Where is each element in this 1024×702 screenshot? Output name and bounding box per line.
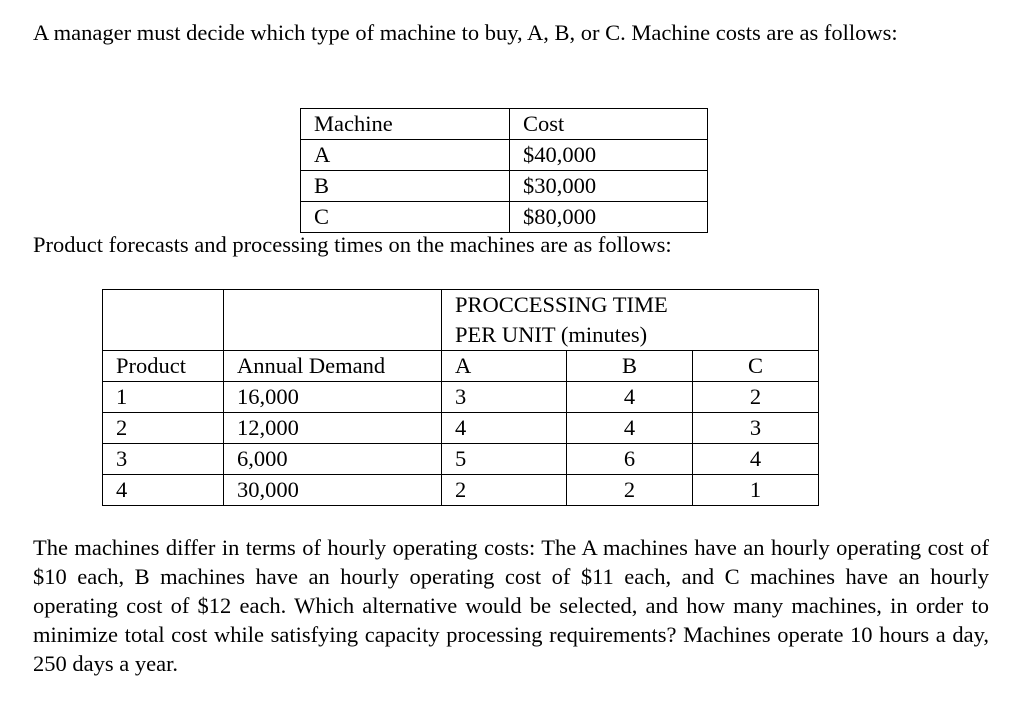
product-cell: 2 <box>103 413 224 444</box>
processing-time-title: PROCCESSING TIME <box>455 292 668 317</box>
machine-cost-table <box>300 108 708 233</box>
product-cell: 3 <box>103 444 224 475</box>
table-row <box>301 140 708 171</box>
time-a-cell: 2 <box>442 475 567 506</box>
cost-cell: $40,000 <box>510 140 708 171</box>
time-a-cell: 4 <box>442 413 567 444</box>
forecast-intro: Product forecasts and processing times on the machines are as follows: <box>33 232 672 257</box>
column-header-a: A <box>442 351 567 382</box>
time-c-cell: 3 <box>693 413 819 444</box>
time-b-cell: 6 <box>567 444 693 475</box>
question-paragraph: The machines differ in terms of hourly operating costs: The A machines have an hourly operating cost of $10 each, B machines have an hourly operating cost of $11 each, and C machines have an hourly operating cost of $12 each. Which alternative would be selected, and how many machines, in order to minimize total cost while satisfying capacity processing requirements? Machines operate 10 hours a day, 250 days a year. <box>33 535 989 676</box>
processing-time-subtitle: PER UNIT (minutes) <box>455 322 648 347</box>
table-row <box>103 382 819 413</box>
time-c-cell: 4 <box>693 444 819 475</box>
column-header-machine: Machine <box>301 109 510 140</box>
time-b-cell: 2 <box>567 475 693 506</box>
demand-cell: 12,000 <box>224 413 442 444</box>
demand-cell: 6,000 <box>224 444 442 475</box>
time-c-cell: 1 <box>693 475 819 506</box>
column-header-product: Product <box>103 351 224 382</box>
processing-time-header <box>442 290 819 351</box>
machine-cell: B <box>301 171 510 202</box>
column-header-c: C <box>693 351 819 382</box>
time-a-cell: 3 <box>442 382 567 413</box>
table-header-row <box>301 109 708 140</box>
cost-cell: $30,000 <box>510 171 708 202</box>
table-row <box>301 202 708 233</box>
machine-cell: C <box>301 202 510 233</box>
product-cell: 1 <box>103 382 224 413</box>
product-cell: 4 <box>103 475 224 506</box>
machine-cell: A <box>301 140 510 171</box>
table-header-row <box>103 351 819 382</box>
blank-header-cell <box>224 290 442 351</box>
time-b-cell: 4 <box>567 382 693 413</box>
time-a-cell: 5 <box>442 444 567 475</box>
demand-cell: 16,000 <box>224 382 442 413</box>
table-row <box>103 413 819 444</box>
table-row <box>301 171 708 202</box>
processing-time-table <box>102 289 819 506</box>
column-header-b: B <box>567 351 693 382</box>
column-header-cost: Cost <box>510 109 708 140</box>
table-row <box>103 475 819 506</box>
group-header-row <box>103 290 819 351</box>
blank-header-cell <box>103 290 224 351</box>
table-row <box>103 444 819 475</box>
column-header-annual-demand: Annual Demand <box>224 351 442 382</box>
cost-cell: $80,000 <box>510 202 708 233</box>
intro-paragraph: A manager must decide which type of machine to buy, A, B, or C. Machine costs are as follows: <box>33 20 898 45</box>
demand-cell: 30,000 <box>224 475 442 506</box>
time-c-cell: 2 <box>693 382 819 413</box>
time-b-cell: 4 <box>567 413 693 444</box>
